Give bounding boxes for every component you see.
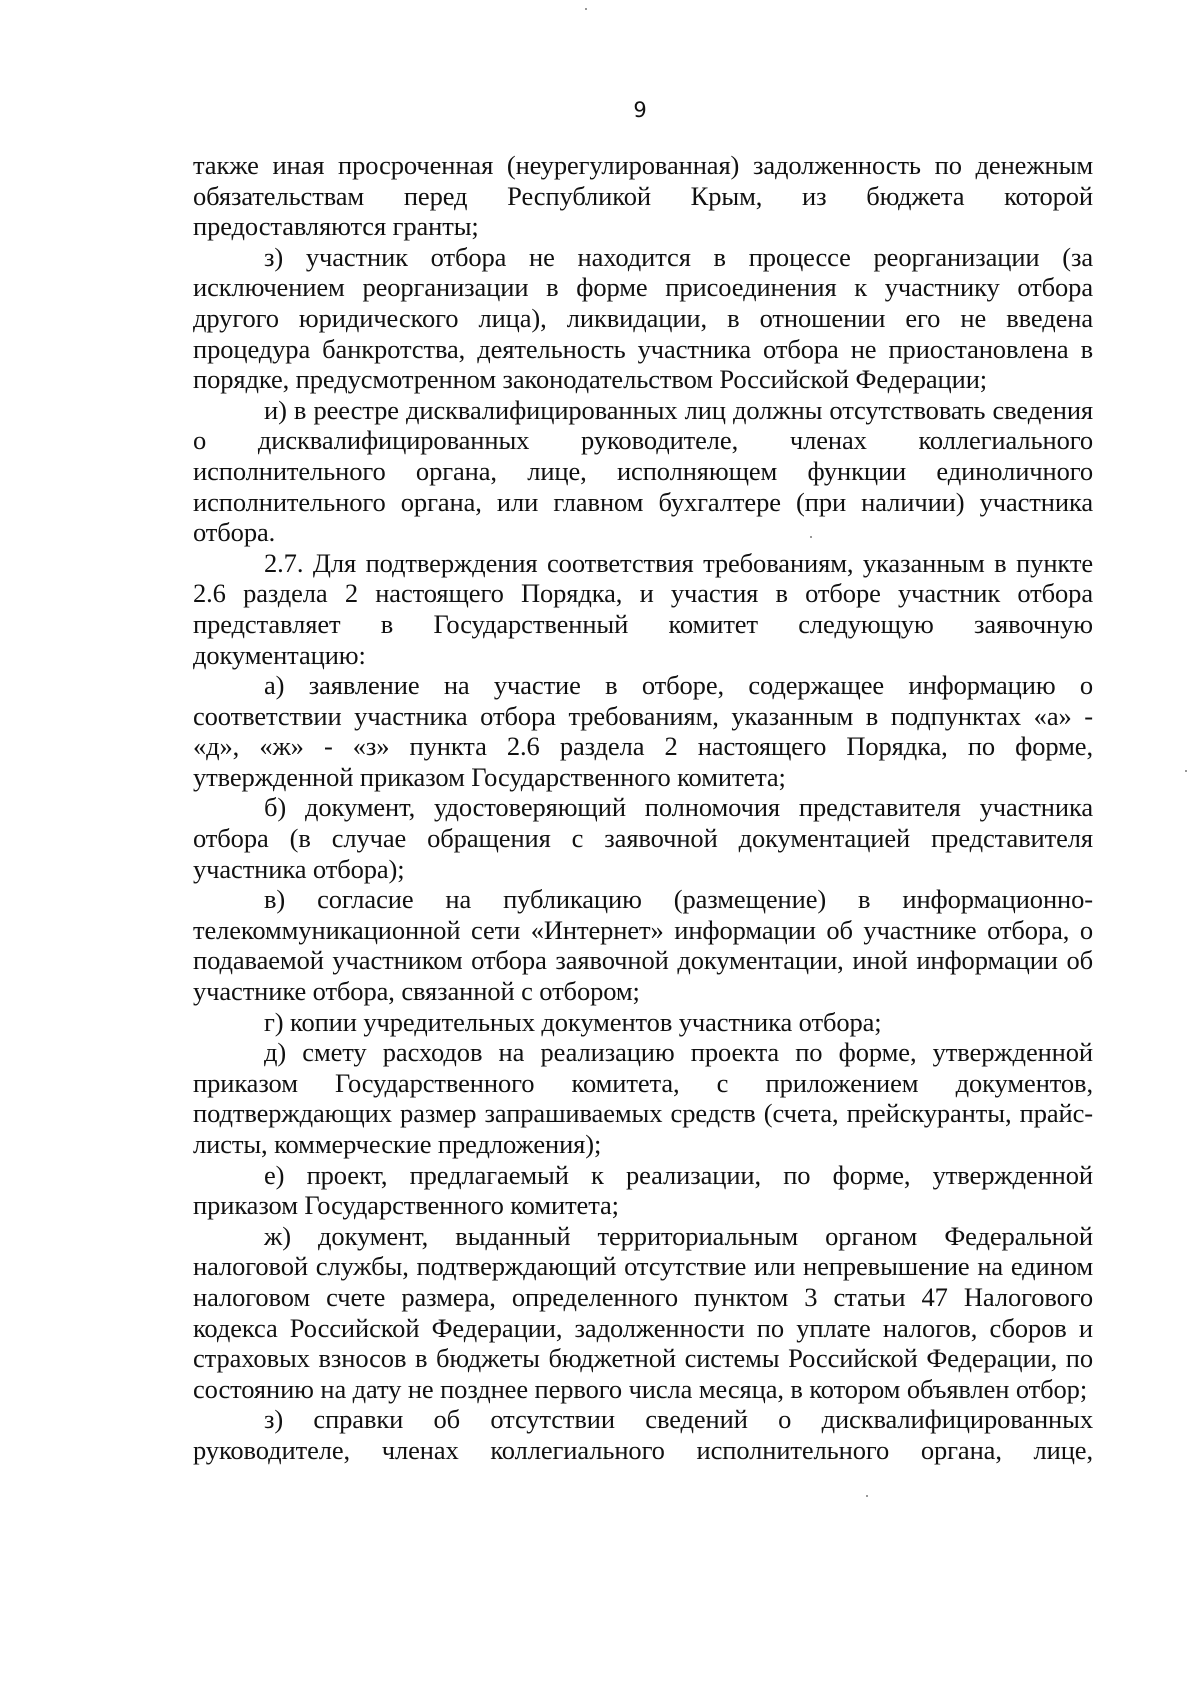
paragraph-item-a: а) заявление на участие в отборе, содержащее информацию о соответствии участника отбора требованиям, указанным в подпунктах «а» - «д», «ж» - «з» пункта 2.6 раздела 2 настоящего Порядка, по форме, утвержденной приказом Государственного комитета; (193, 670, 1093, 792)
paragraph-item-d: д) смету расходов на реализацию проекта по форме, утвержденной приказом Государственного комитета, с приложением документов, подтверждающих размер запрашиваемых средств (счета, прейскуранты, прайс-листы, коммерческие предложения); (193, 1037, 1093, 1159)
paragraph-item-g: г) копии учредительных документов участника отбора; (264, 1006, 882, 1037)
paragraph-item-i: и) в реестре дисквалифицированных лиц должны отсутствовать сведения о дисквалифицированных руководителе, членах коллегиального исполнительного органа, лице, исполняющем функции единоличного исполнительного органа, или главном бухгалтере (при наличии) участника отбора. (193, 394, 1093, 548)
paragraph-item-z2: з) справки об отсутствии сведений о дисквалифицированных руководителе, членах коллегиального исполнительного органа, лице, (193, 1404, 1093, 1465)
document-body (193, 150, 1093, 1466)
scan-speck (585, 8, 587, 10)
page-number: 9 (633, 98, 647, 122)
paragraph-section-2-7: 2.7. Для подтверждения соответствия требованиям, указанным в пункте 2.6 раздела 2 настоящего Порядка, и участия в отборе участник отбора представляет в Государственный комитет следующую заявочную документацию: (193, 547, 1093, 670)
scan-speck (810, 536, 812, 538)
paragraph-item-b: б) документ, удостоверяющий полномочия представителя участника отбора (в случае обращения с заявочной документацией представителя участника отбора); (193, 792, 1093, 884)
paragraph-item-v: в) согласие на публикацию (размещение) в информационно-телекоммуникационной сети «Интернет» информации об участнике отбора, о подаваемой участником отбора заявочной документации, иной информации об участнике отбора, связанной с отбором; (193, 884, 1093, 1007)
paragraph-item-e: е) проект, предлагаемый к реализации, по форме, утвержденной приказом Государственного комитета; (193, 1159, 1093, 1221)
paragraph-item-zh: ж) документ, выданный территориальным органом Федеральной налоговой службы, подтверждающий отсутствие или непревышение на едином налоговом счете размера, определенного пунктом 3 статьи 47 Налогового кодекса Российской Федерации, задолженности по уплате налогов, сборов и страховых взносов в бюджеты бюджетной системы Российской Федерации, по состоянию на дату не позднее первого числа месяца, в котором объявлен отбор; (193, 1220, 1093, 1404)
paragraph-item-z: з) участник отбора не находится в процессе реорганизации (за исключением реорганизации в форме присоединения к участнику отбора другого юридического лица), ликвидации, в отношении его не введена процедура банкротства, деятельность участника отбора не приостановлена в порядке, предусмотренном законодательством Российской Федерации; (193, 241, 1093, 395)
scan-speck (1185, 770, 1187, 772)
paragraph-continuation: также иная просроченная (неурегулированная) задолженность по денежным обязательствам перед Республикой Крым, из бюджета которой предоставляются гранты; (193, 150, 1093, 242)
scan-speck (866, 1495, 868, 1497)
